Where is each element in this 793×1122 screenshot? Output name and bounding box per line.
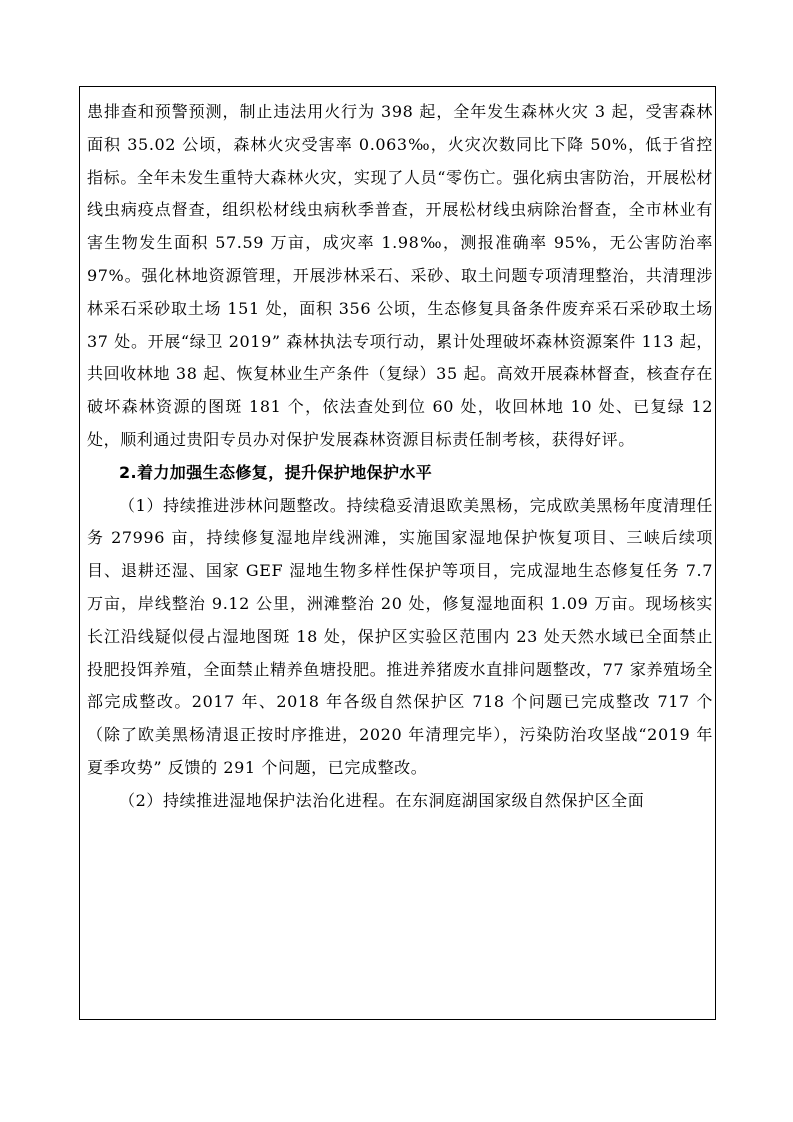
section-heading-ecological-restoration: 2.着力加强生态修复，提升保护地保护水平 xyxy=(119,462,433,482)
paragraph-wetland-legal-protection: （2）持续推进湿地保护法治化进程。在东洞庭湖国家级自然保护区全面 xyxy=(119,790,645,810)
paragraph-forest-fire-pest-control: 患排查和预警预测，制止违法用火行为 398 起，全年发生森林火灾 3 起，受害森林面积 35.02 公顷，森林火灾受害率 0.063‰，火灾次数同比下降 50%，低于省控指标。全年未发生重特大森林火灾，实现了人员“零伤亡。强化病虫害防治，开展松材线虫病疫点督查，组织松材线虫病秋季普查，开展松材线虫病除治督查，全市林业有害生物发生面积 57.59 万亩，成灾率 1.98‰，测报准确率 95%，无公害防治率 97%。强化林地资源管理，开展涉林采石、采砂、取土问题专项清理整治，共清理涉林采石采砂取土场 151 处，面积 356 公顷，生态修复具备条件废弃采石采砂取土场 37 处。开展“绿卫 2019” 森林执法专项行动，累计处理破坏森林资源案件 113 起，共回收林地 38 起、恢复林业生产条件（复绿）35 起。高效开展森林督查，核查存在破坏森林资源的图斑 181 个，依法查处到位 60 处，收回林地 10 处、已复绿 12 处，顺利通过贵阳专员办对保护发展森林资源目标责任制考核，获得好评。 xyxy=(87,102,713,449)
paragraph-forest-issue-rectification: （1）持续推进涉林问题整改。持续稳妥清退欧美黑杨，完成欧美黑杨年度清理任务 27996 亩，持续修复湿地岸线洲滩，实施国家湿地保护恢复项目、三峡后续项目、退耕还湿、国家 GEF 湿地生物多样性保护等项目，完成湿地生态修复任务 7.7 万亩，岸线整治 9.12 公里，洲滩整治 20 处，修复湿地面积 1.09 万亩。现场核实长江沿线疑似侵占湿地图斑 18 处，保护区实验区范围内 23 处天然水域已全面禁止投肥投饵养殖，全面禁止精养鱼塘投肥。推进养猪废水直排问题整改，77 家养殖场全部完成整改。2017 年、2018 年各级自然保护区 718 个问题已完成整改 717 个（除了欧美黑杨清退正按时序推进，2020 年清理完毕），污染防治攻坚战“2019 年夏季攻势” 反馈的 291 个问题，已完成整改。 xyxy=(87,495,713,777)
document-body xyxy=(87,96,713,818)
